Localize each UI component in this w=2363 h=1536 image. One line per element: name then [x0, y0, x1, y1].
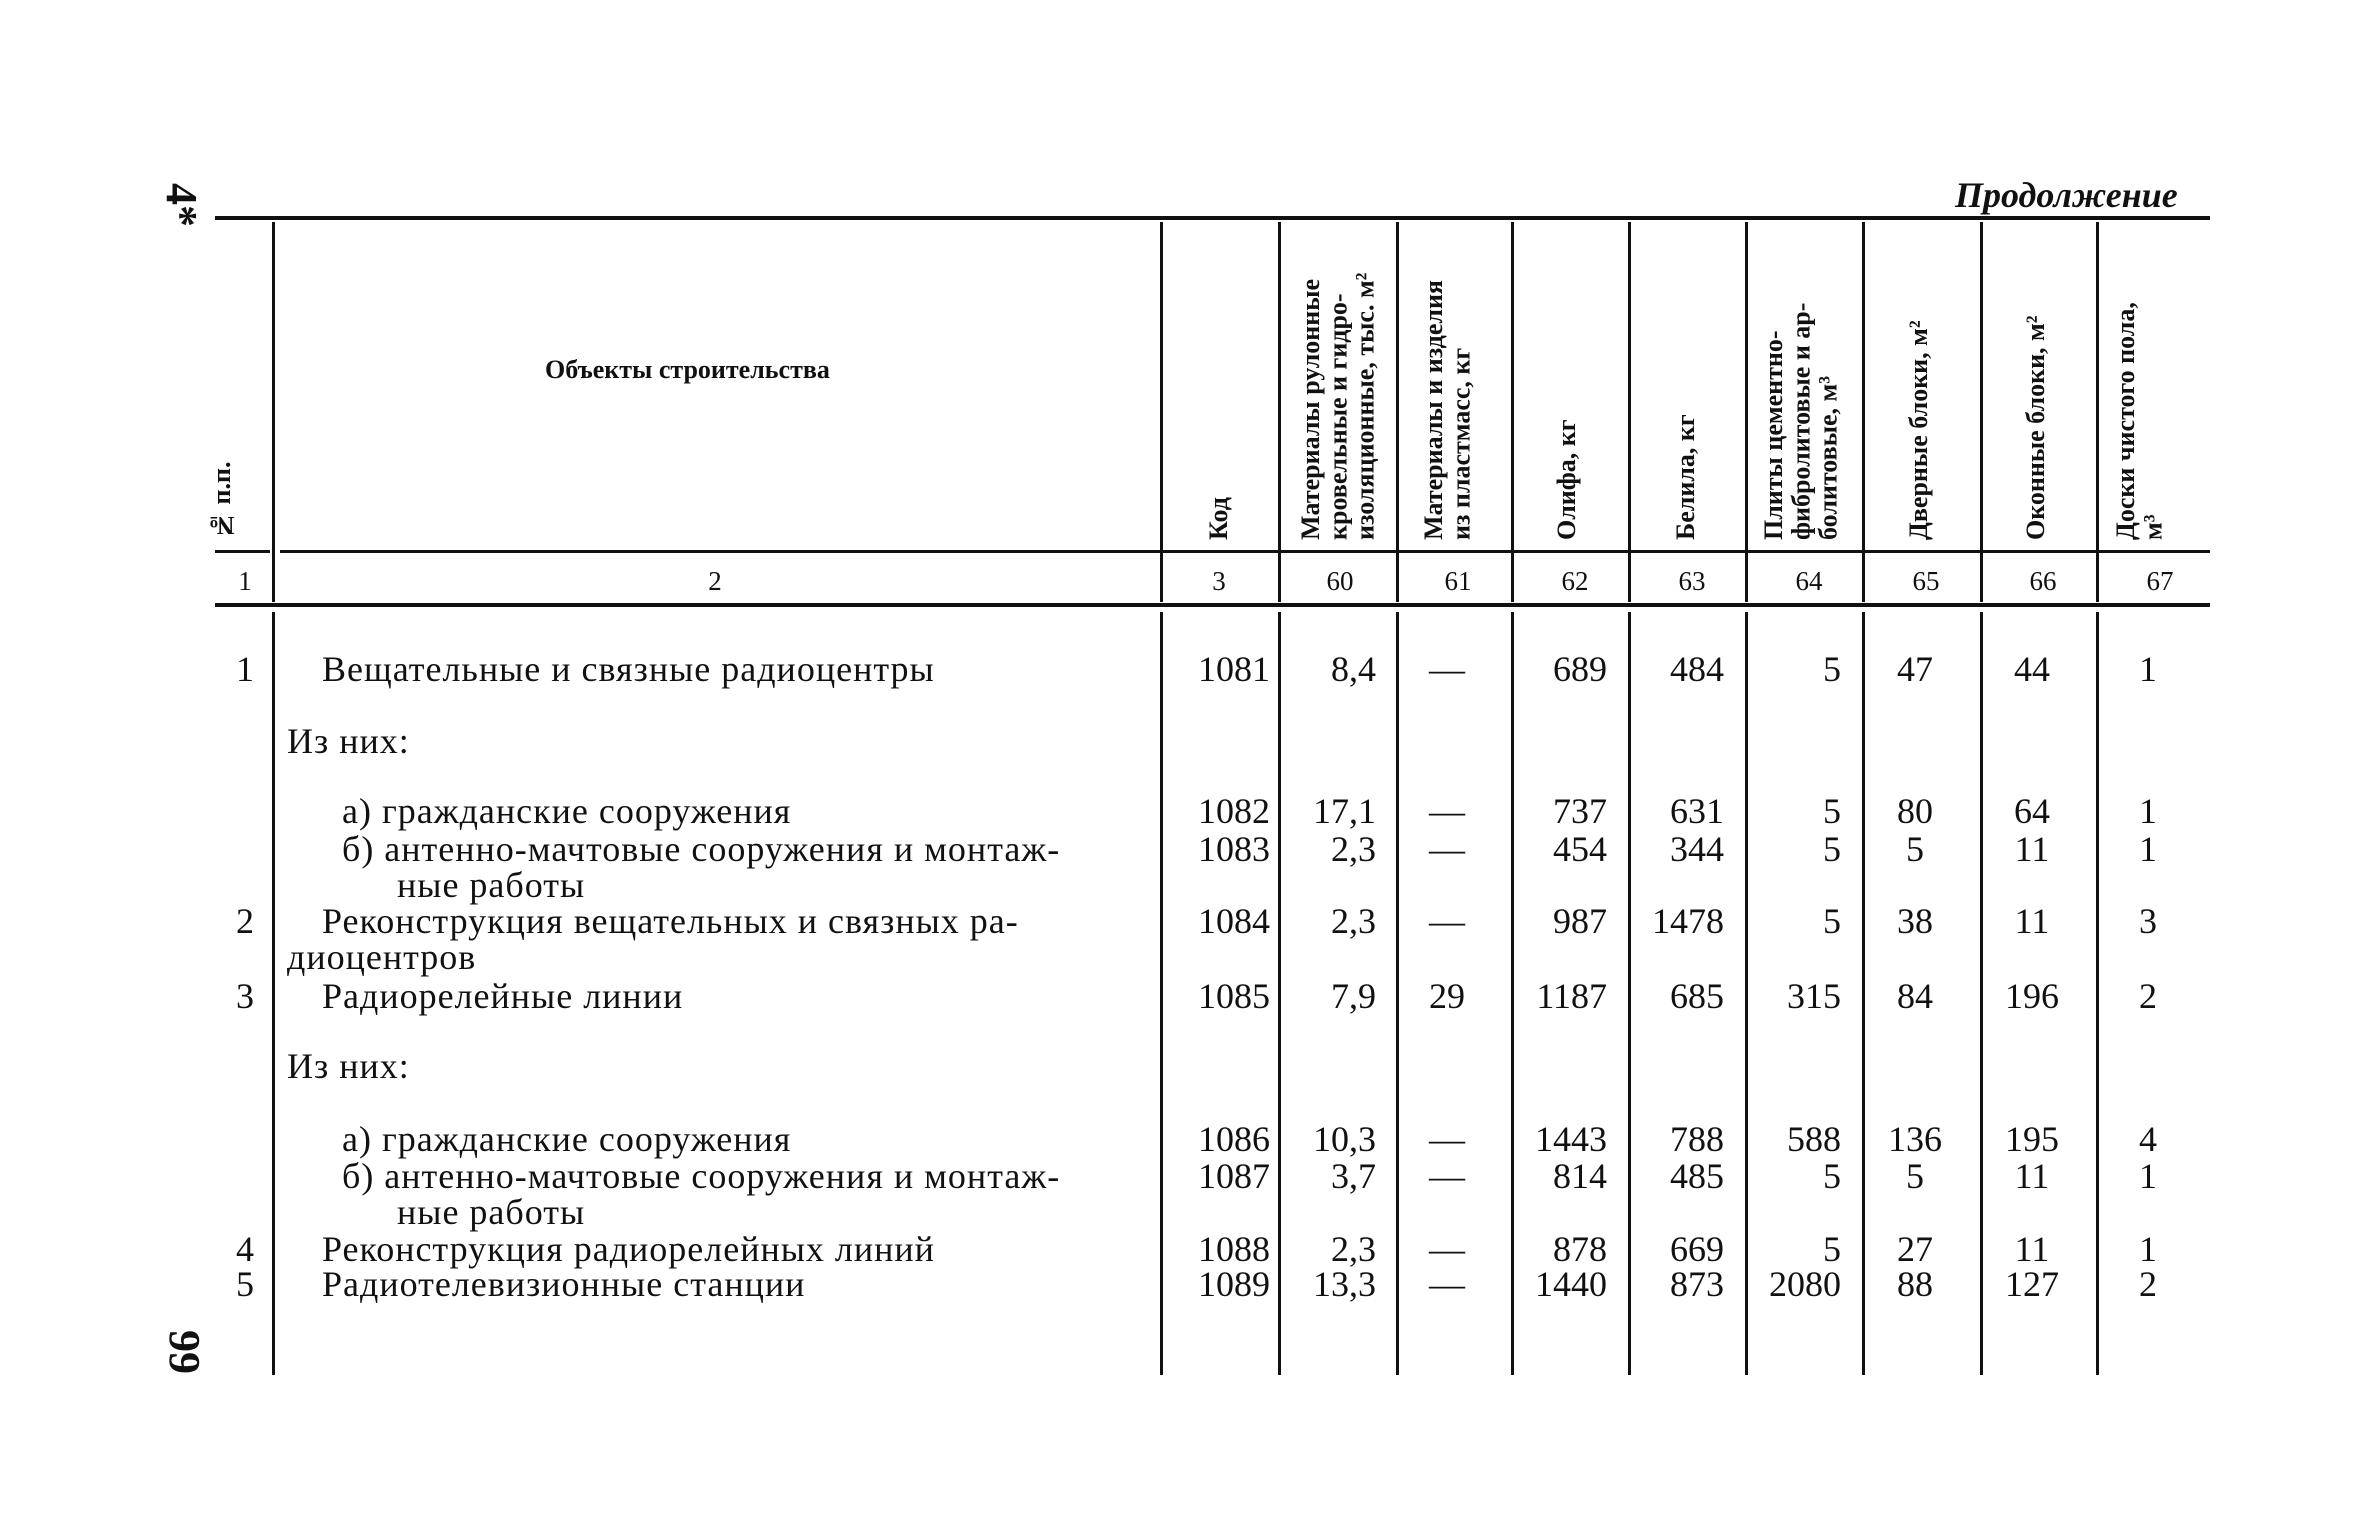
- header-65: Дверные блоки, м²: [1904, 320, 1933, 540]
- value-cell-60: 2,3: [1331, 829, 1376, 869]
- value-cell-62: 454: [1553, 829, 1607, 869]
- value-cell-65: 27: [1897, 1229, 1933, 1269]
- object-name: б) антенно-мачтовые сооружения и монтаж-: [342, 1156, 1061, 1196]
- row-number: 1: [236, 649, 254, 689]
- value-cell-62: 737: [1553, 791, 1607, 831]
- value-cell-61: —: [1429, 1156, 1465, 1196]
- value-cell-64: 315: [1787, 976, 1841, 1016]
- object-name-continued: ные работы: [397, 865, 586, 905]
- value-cell-61: —: [1429, 829, 1465, 869]
- header-61: Материалы и изделия из пластмасс, кг: [1419, 280, 1476, 540]
- object-name-continued: диоцентров: [287, 937, 477, 977]
- value-cell-63: 344: [1670, 829, 1724, 869]
- header-60: Материалы рулонные кровельные и гидро- изоляционные, тыс. м²: [1296, 272, 1380, 540]
- colnum-3: 3: [1212, 566, 1226, 596]
- v-60: [1396, 222, 1399, 602]
- v-61-body: [1511, 612, 1514, 1375]
- object-name: Из них:: [287, 721, 410, 761]
- code-cell: 1082: [1198, 791, 1270, 831]
- value-cell-62: 814: [1553, 1156, 1607, 1196]
- row-number: 3: [236, 976, 254, 1016]
- object-name: Радиорелейные линии: [322, 976, 684, 1016]
- value-cell-65: 80: [1897, 791, 1933, 831]
- colnum-62: 62: [1561, 566, 1589, 596]
- value-cell-64: 588: [1787, 1119, 1841, 1159]
- value-cell-61: —: [1429, 1264, 1465, 1304]
- value-cell-60: 7,9: [1331, 976, 1376, 1016]
- object-name-continued: ные работы: [397, 1192, 586, 1232]
- value-cell-65: 84: [1897, 976, 1933, 1016]
- value-cell-62: 1443: [1535, 1119, 1607, 1159]
- colnum-2: 2: [708, 566, 722, 596]
- continuation-label: Продолжение: [1955, 175, 2178, 215]
- v-no-body: [272, 612, 275, 1375]
- row-number: 5: [236, 1264, 254, 1304]
- value-cell-66: 44: [2014, 649, 2050, 689]
- value-cell-65: 5: [1906, 829, 1924, 869]
- page-number: 99: [160, 1330, 209, 1374]
- value-cell-67: 1: [2139, 791, 2157, 831]
- code-cell: 1087: [1198, 1156, 1270, 1196]
- value-cell-65: 38: [1897, 901, 1933, 941]
- value-cell-64: 5: [1823, 649, 1841, 689]
- v-64: [1862, 222, 1865, 602]
- colnum-60: 60: [1326, 566, 1354, 596]
- header-62: Олифа, кг: [1552, 419, 1581, 540]
- value-cell-63: 685: [1670, 976, 1724, 1016]
- colnum-66: 66: [2029, 566, 2057, 596]
- colnum-1: 1: [238, 566, 252, 596]
- v-objects: [1160, 222, 1163, 602]
- v-65-body: [1980, 612, 1983, 1375]
- value-cell-61: —: [1429, 901, 1465, 941]
- code-cell: 1083: [1198, 829, 1270, 869]
- colnum-67: 67: [2146, 566, 2174, 596]
- value-cell-64: 2080: [1769, 1264, 1841, 1304]
- object-name: Из них:: [287, 1046, 410, 1086]
- value-cell-67: 3: [2139, 901, 2157, 941]
- value-cell-66: 11: [2014, 829, 2050, 869]
- header-63: Белила, кг: [1671, 414, 1700, 540]
- header-67: Доски чистого пола, м³: [2111, 302, 2168, 540]
- value-cell-60: 17,1: [1313, 791, 1376, 831]
- v-66: [2096, 222, 2099, 602]
- numbers-rule: [215, 603, 2210, 607]
- v-no: [272, 222, 275, 602]
- value-cell-63: 788: [1670, 1119, 1724, 1159]
- v-66-body: [2096, 612, 2099, 1375]
- value-cell-64: 5: [1823, 791, 1841, 831]
- value-cell-62: 1187: [1536, 976, 1607, 1016]
- value-cell-60: 2,3: [1331, 1229, 1376, 1269]
- v-objects-body: [1160, 612, 1163, 1375]
- value-cell-67: 1: [2139, 1229, 2157, 1269]
- object-name: б) антенно-мачтовые сооружения и монтаж-: [342, 829, 1061, 869]
- value-cell-67: 1: [2139, 829, 2157, 869]
- value-cell-67: 2: [2139, 1264, 2157, 1304]
- value-cell-61: 29: [1429, 976, 1465, 1016]
- header-no: № п.п.: [207, 461, 236, 540]
- row-number: 2: [236, 901, 254, 941]
- header-rule-left: [215, 550, 270, 553]
- value-cell-60: 8,4: [1331, 649, 1376, 689]
- value-cell-66: 11: [2014, 1229, 2050, 1269]
- value-cell-64: 5: [1823, 901, 1841, 941]
- object-name: Радиотелевизионные станции: [322, 1264, 806, 1304]
- value-cell-62: 878: [1553, 1229, 1607, 1269]
- object-name: Реконструкция вещательных и связных ра-: [322, 901, 1019, 941]
- object-name: Вещательные и связные радиоцентры: [322, 649, 935, 689]
- value-cell-65: 88: [1897, 1264, 1933, 1304]
- value-cell-66: 127: [2005, 1264, 2059, 1304]
- v-63-body: [1745, 612, 1748, 1375]
- code-cell: 1088: [1198, 1229, 1270, 1269]
- value-cell-61: —: [1429, 649, 1465, 689]
- value-cell-63: 485: [1670, 1156, 1724, 1196]
- page-marker: 4*: [157, 183, 206, 227]
- value-cell-61: —: [1429, 1119, 1465, 1159]
- value-cell-66: 11: [2014, 1156, 2050, 1196]
- value-cell-65: 5: [1906, 1156, 1924, 1196]
- value-cell-67: 1: [2139, 1156, 2157, 1196]
- code-cell: 1084: [1198, 901, 1270, 941]
- value-cell-65: 47: [1897, 649, 1933, 689]
- value-cell-66: 196: [2005, 976, 2059, 1016]
- code-cell: 1081: [1198, 649, 1270, 689]
- v-61: [1511, 222, 1514, 602]
- value-cell-61: —: [1429, 1229, 1465, 1269]
- v-63: [1745, 222, 1748, 602]
- header-objects: Объекты строительства: [545, 355, 830, 384]
- v-62-body: [1628, 612, 1631, 1375]
- code-cell: 1086: [1198, 1119, 1270, 1159]
- value-cell-60: 2,3: [1331, 901, 1376, 941]
- value-cell-60: 10,3: [1313, 1119, 1376, 1159]
- code-cell: 1089: [1198, 1264, 1270, 1304]
- value-cell-67: 2: [2139, 976, 2157, 1016]
- v-code-body: [1278, 612, 1281, 1375]
- header-66: Оконные блоки, м²: [2021, 315, 2050, 540]
- v-65: [1980, 222, 1983, 602]
- header-64: Плиты цементно- фибролитовые и ар- болитовые, м³: [1759, 302, 1843, 540]
- object-name: а) гражданские сооружения: [342, 1119, 792, 1159]
- value-cell-66: 64: [2014, 791, 2050, 831]
- value-cell-64: 5: [1823, 829, 1841, 869]
- row-number: 4: [236, 1229, 254, 1269]
- colnum-61: 61: [1444, 566, 1472, 596]
- value-cell-63: 1478: [1652, 901, 1724, 941]
- value-cell-63: 873: [1670, 1264, 1724, 1304]
- value-cell-60: 13,3: [1313, 1264, 1376, 1304]
- colnum-64: 64: [1795, 566, 1823, 596]
- object-name: а) гражданские сооружения: [342, 791, 792, 831]
- value-cell-62: 987: [1553, 901, 1607, 941]
- v-60-body: [1396, 612, 1399, 1375]
- value-cell-63: 631: [1670, 791, 1724, 831]
- value-cell-61: —: [1429, 791, 1465, 831]
- value-cell-60: 3,7: [1331, 1156, 1376, 1196]
- value-cell-66: 11: [2014, 901, 2050, 941]
- value-cell-64: 5: [1823, 1229, 1841, 1269]
- value-cell-62: 689: [1553, 649, 1607, 689]
- colnum-63: 63: [1678, 566, 1706, 596]
- value-cell-63: 669: [1670, 1229, 1724, 1269]
- value-cell-63: 484: [1670, 649, 1724, 689]
- value-cell-64: 5: [1823, 1156, 1841, 1196]
- top-rule: [215, 216, 2210, 220]
- code-cell: 1085: [1198, 976, 1270, 1016]
- value-cell-67: 4: [2139, 1119, 2157, 1159]
- header-rule: [280, 550, 2210, 553]
- header-code: Код: [1204, 497, 1233, 540]
- value-cell-65: 136: [1888, 1119, 1942, 1159]
- value-cell-62: 1440: [1535, 1264, 1607, 1304]
- colnum-65: 65: [1912, 566, 1940, 596]
- value-cell-67: 1: [2139, 649, 2157, 689]
- v-code: [1278, 222, 1281, 602]
- v-64-body: [1862, 612, 1865, 1375]
- v-62: [1628, 222, 1631, 602]
- object-name: Реконструкция радиорелейных линий: [322, 1229, 935, 1269]
- value-cell-66: 195: [2005, 1119, 2059, 1159]
